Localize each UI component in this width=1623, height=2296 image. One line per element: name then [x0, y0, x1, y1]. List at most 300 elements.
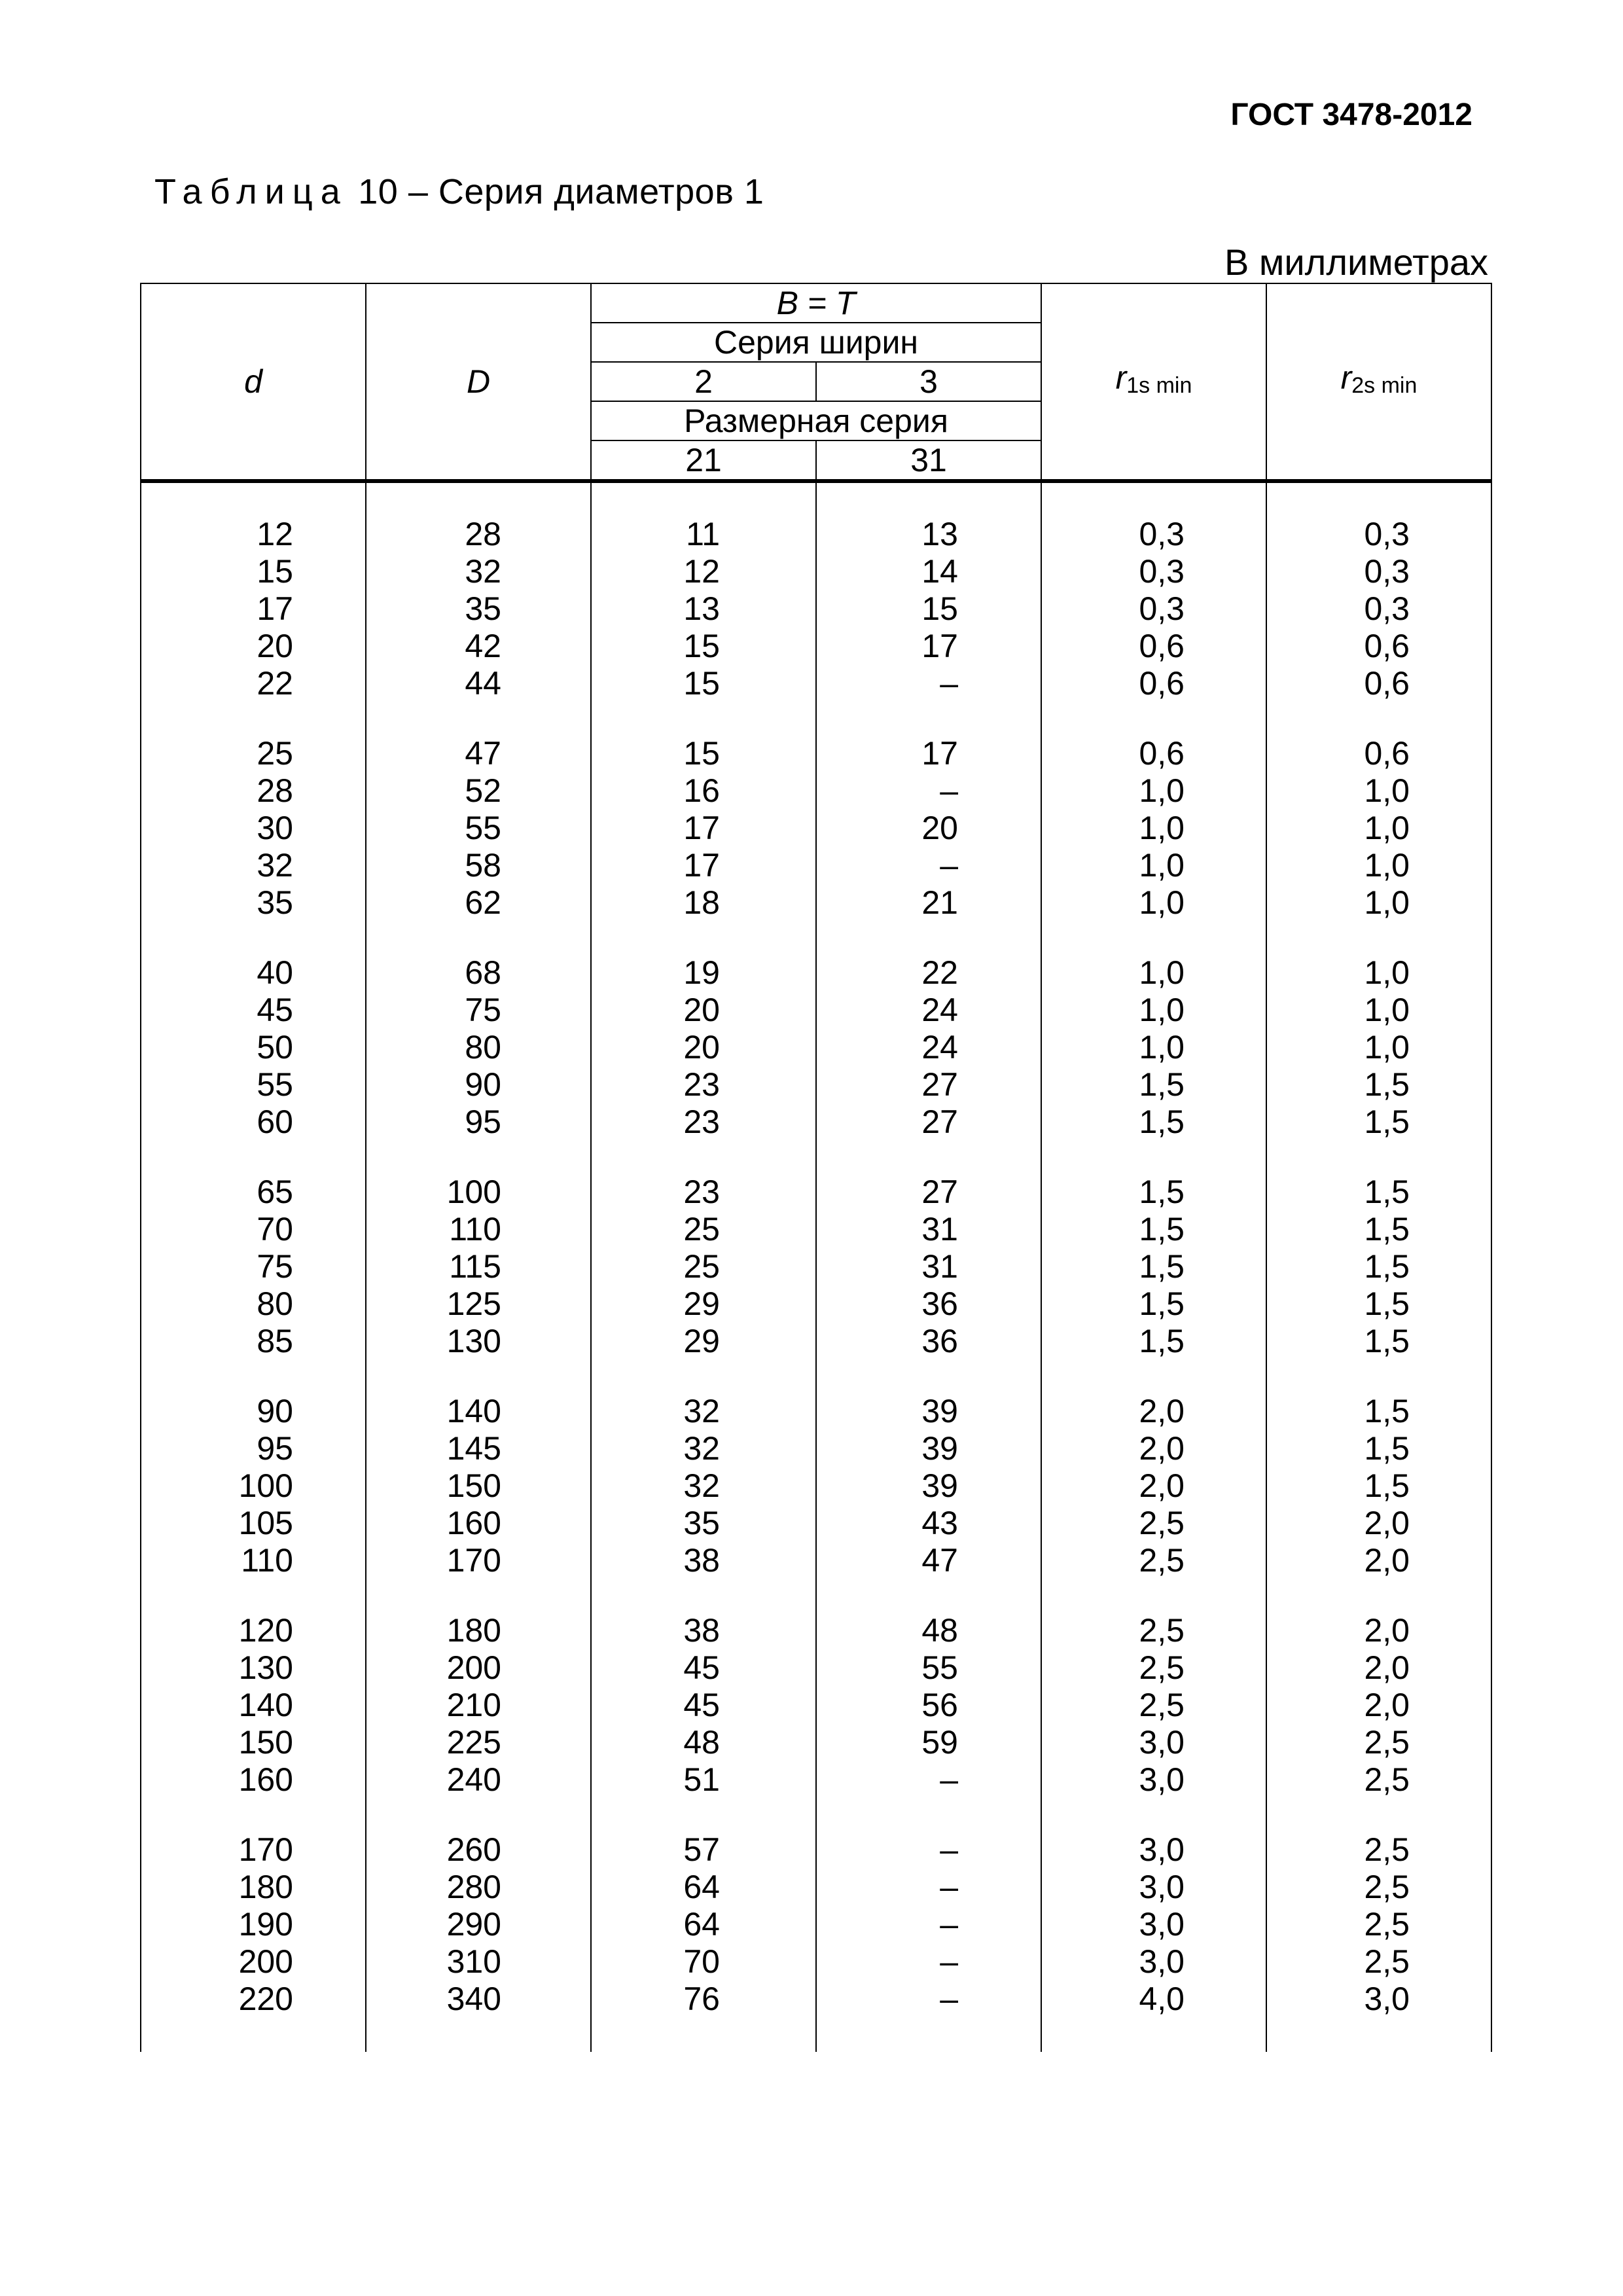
- cell-series-21: 70: [591, 1943, 816, 1981]
- table-row: [141, 1906, 1491, 1943]
- table-row: [141, 1981, 1491, 2018]
- cell-series-21: 15: [591, 665, 816, 702]
- table-row: [141, 1542, 1491, 1579]
- cell-series-31: –: [816, 665, 1041, 702]
- empty-cell: [141, 2018, 366, 2052]
- group-gap: [141, 922, 1491, 954]
- empty-cell: [1266, 702, 1491, 735]
- cell-D: 115: [366, 1248, 591, 1285]
- cell-d: 40: [141, 954, 366, 992]
- table-row: [141, 735, 1491, 772]
- cell-d: 15: [141, 553, 366, 590]
- cell-series-21: 48: [591, 1724, 816, 1761]
- cell-r1s-min: 1,5: [1041, 1066, 1266, 1103]
- table-row: [141, 628, 1491, 665]
- cell-D: 170: [366, 1542, 591, 1579]
- cell-r2s-min: 2,0: [1266, 1649, 1491, 1687]
- cell-series-21: 35: [591, 1505, 816, 1542]
- cell-series-21: 18: [591, 884, 816, 922]
- empty-cell: [591, 2018, 816, 2052]
- cell-r2s-min: 2,5: [1266, 1724, 1491, 1761]
- header-width-2: 2: [591, 362, 816, 401]
- bearing-dimensions-table: [140, 283, 1492, 2052]
- cell-r2s-min: 2,5: [1266, 1831, 1491, 1869]
- cell-r1s-min: 0,6: [1041, 665, 1266, 702]
- cell-D: 62: [366, 884, 591, 922]
- cell-series-31: 36: [816, 1323, 1041, 1360]
- cell-r2s-min: 2,5: [1266, 1943, 1491, 1981]
- cell-r2s-min: 1,5: [1266, 1211, 1491, 1248]
- empty-cell: [366, 2018, 591, 2052]
- table-row: [141, 1869, 1491, 1906]
- empty-cell: [366, 481, 591, 516]
- cell-D: 310: [366, 1943, 591, 1981]
- cell-r2s-min: 2,5: [1266, 1906, 1491, 1943]
- document-code: ГОСТ 3478-2012: [1230, 98, 1472, 132]
- cell-r1s-min: 1,5: [1041, 1248, 1266, 1285]
- cell-r2s-min: 2,0: [1266, 1687, 1491, 1724]
- cell-d: 70: [141, 1211, 366, 1248]
- cell-d: 220: [141, 1981, 366, 2018]
- table-row: [141, 1323, 1491, 1360]
- cell-D: 290: [366, 1906, 591, 1943]
- cell-series-31: 27: [816, 1103, 1041, 1141]
- cell-series-21: 17: [591, 810, 816, 847]
- empty-cell: [1266, 1579, 1491, 1612]
- empty-cell: [141, 481, 366, 516]
- group-gap: [141, 702, 1491, 735]
- group-gap: [141, 1579, 1491, 1612]
- cell-r1s-min: 1,0: [1041, 847, 1266, 884]
- cell-d: 17: [141, 590, 366, 628]
- empty-cell: [1041, 2018, 1266, 2052]
- cell-D: 110: [366, 1211, 591, 1248]
- empty-cell: [141, 922, 366, 954]
- cell-r2s-min: 1,5: [1266, 1323, 1491, 1360]
- empty-cell: [816, 2018, 1041, 2052]
- empty-cell: [366, 1141, 591, 1174]
- cell-r1s-min: 0,3: [1041, 553, 1266, 590]
- cell-series-31: 22: [816, 954, 1041, 992]
- cell-series-31: –: [816, 772, 1041, 810]
- header-r1s-main: r: [1115, 359, 1127, 396]
- cell-series-21: 11: [591, 516, 816, 553]
- table-row: [141, 1066, 1491, 1103]
- table-row: [141, 553, 1491, 590]
- cell-series-31: 59: [816, 1724, 1041, 1761]
- empty-cell: [816, 1579, 1041, 1612]
- cell-series-31: –: [816, 1906, 1041, 1943]
- empty-cell: [1041, 702, 1266, 735]
- empty-cell: [591, 702, 816, 735]
- table-row: [141, 1103, 1491, 1141]
- cell-series-31: –: [816, 1869, 1041, 1906]
- cell-series-21: 19: [591, 954, 816, 992]
- cell-r1s-min: 2,5: [1041, 1612, 1266, 1649]
- cell-D: 280: [366, 1869, 591, 1906]
- cell-series-31: –: [816, 1761, 1041, 1799]
- table-row: [141, 1724, 1491, 1761]
- cell-d: 110: [141, 1542, 366, 1579]
- cell-series-21: 45: [591, 1687, 816, 1724]
- table-row: [141, 1505, 1491, 1542]
- empty-cell: [816, 1141, 1041, 1174]
- cell-r1s-min: 3,0: [1041, 1724, 1266, 1761]
- cell-series-31: 20: [816, 810, 1041, 847]
- table-row: [141, 954, 1491, 992]
- units-note: В миллиметрах: [1224, 242, 1488, 283]
- cell-series-31: 27: [816, 1174, 1041, 1211]
- cell-series-31: 17: [816, 735, 1041, 772]
- empty-cell: [1041, 1579, 1266, 1612]
- header-series-21: 21: [591, 440, 816, 481]
- cell-D: 90: [366, 1066, 591, 1103]
- cell-series-31: –: [816, 1831, 1041, 1869]
- cell-d: 25: [141, 735, 366, 772]
- table-row: [141, 1943, 1491, 1981]
- cell-d: 75: [141, 1248, 366, 1285]
- cell-d: 95: [141, 1430, 366, 1467]
- cell-D: 340: [366, 1981, 591, 2018]
- cell-r2s-min: 1,0: [1266, 992, 1491, 1029]
- cell-series-21: 38: [591, 1612, 816, 1649]
- cell-series-31: 47: [816, 1542, 1041, 1579]
- cell-D: 35: [366, 590, 591, 628]
- cell-D: 200: [366, 1649, 591, 1687]
- table-row: [141, 665, 1491, 702]
- empty-cell: [1041, 922, 1266, 954]
- body-bottom-spacer: [141, 2018, 1491, 2052]
- cell-d: 90: [141, 1393, 366, 1430]
- cell-r2s-min: 0,6: [1266, 665, 1491, 702]
- cell-r2s-min: 2,0: [1266, 1505, 1491, 1542]
- empty-cell: [816, 1360, 1041, 1393]
- cell-series-31: 48: [816, 1612, 1041, 1649]
- empty-cell: [591, 1799, 816, 1831]
- empty-cell: [1266, 922, 1491, 954]
- table-row: [141, 1467, 1491, 1505]
- cell-series-21: 64: [591, 1869, 816, 1906]
- table-row: [141, 1211, 1491, 1248]
- cell-D: 55: [366, 810, 591, 847]
- group-gap: [141, 1360, 1491, 1393]
- header-series-31: 31: [816, 440, 1041, 481]
- empty-cell: [591, 1360, 816, 1393]
- group-gap: [141, 1799, 1491, 1831]
- cell-D: 125: [366, 1285, 591, 1323]
- cell-series-21: 15: [591, 628, 816, 665]
- cell-r1s-min: 3,0: [1041, 1869, 1266, 1906]
- cell-r1s-min: 1,0: [1041, 1029, 1266, 1066]
- cell-series-21: 76: [591, 1981, 816, 2018]
- cell-r2s-min: 1,5: [1266, 1285, 1491, 1323]
- cell-D: 95: [366, 1103, 591, 1141]
- cell-series-31: 24: [816, 1029, 1041, 1066]
- table-row: [141, 1612, 1491, 1649]
- empty-cell: [366, 702, 591, 735]
- cell-r2s-min: 0,6: [1266, 735, 1491, 772]
- cell-series-21: 12: [591, 553, 816, 590]
- empty-cell: [1041, 1799, 1266, 1831]
- cell-r1s-min: 2,5: [1041, 1649, 1266, 1687]
- header-D: D: [366, 283, 591, 481]
- cell-series-31: 21: [816, 884, 1041, 922]
- cell-d: 130: [141, 1649, 366, 1687]
- header-r1s-sub: 1s min: [1126, 373, 1192, 398]
- empty-cell: [366, 922, 591, 954]
- table-row: [141, 884, 1491, 922]
- cell-r2s-min: 1,5: [1266, 1467, 1491, 1505]
- cell-D: 32: [366, 553, 591, 590]
- cell-series-21: 13: [591, 590, 816, 628]
- empty-cell: [1266, 1360, 1491, 1393]
- cell-series-21: 32: [591, 1393, 816, 1430]
- empty-cell: [591, 922, 816, 954]
- table-row: [141, 1174, 1491, 1211]
- cell-series-31: 14: [816, 553, 1041, 590]
- cell-r1s-min: 1,0: [1041, 884, 1266, 922]
- cell-d: 50: [141, 1029, 366, 1066]
- cell-series-21: 23: [591, 1103, 816, 1141]
- header-width-series: Серия ширин: [591, 323, 1041, 362]
- cell-d: 30: [141, 810, 366, 847]
- cell-D: 160: [366, 1505, 591, 1542]
- empty-cell: [1041, 1360, 1266, 1393]
- cell-series-31: 39: [816, 1393, 1041, 1430]
- cell-series-21: 64: [591, 1906, 816, 1943]
- table-row: [141, 810, 1491, 847]
- cell-d: 20: [141, 628, 366, 665]
- cell-d: 12: [141, 516, 366, 553]
- empty-cell: [141, 702, 366, 735]
- cell-series-21: 20: [591, 992, 816, 1029]
- empty-cell: [366, 1799, 591, 1831]
- cell-series-31: 27: [816, 1066, 1041, 1103]
- empty-cell: [1266, 1141, 1491, 1174]
- cell-D: 44: [366, 665, 591, 702]
- cell-r2s-min: 1,0: [1266, 810, 1491, 847]
- table-row: [141, 1029, 1491, 1066]
- cell-d: 160: [141, 1761, 366, 1799]
- cell-r1s-min: 1,5: [1041, 1323, 1266, 1360]
- cell-r2s-min: 1,0: [1266, 884, 1491, 922]
- header-r2s-main: r: [1340, 359, 1352, 396]
- cell-series-31: 31: [816, 1248, 1041, 1285]
- cell-series-31: –: [816, 1981, 1041, 2018]
- cell-r1s-min: 0,6: [1041, 735, 1266, 772]
- cell-D: 58: [366, 847, 591, 884]
- cell-d: 32: [141, 847, 366, 884]
- cell-d: 22: [141, 665, 366, 702]
- table-row: [141, 1831, 1491, 1869]
- cell-series-31: 56: [816, 1687, 1041, 1724]
- table-title: [154, 171, 764, 212]
- cell-d: 35: [141, 884, 366, 922]
- cell-series-21: 15: [591, 735, 816, 772]
- cell-r2s-min: 1,5: [1266, 1248, 1491, 1285]
- cell-r2s-min: 1,0: [1266, 772, 1491, 810]
- cell-r1s-min: 4,0: [1041, 1981, 1266, 2018]
- cell-d: 190: [141, 1906, 366, 1943]
- table-row: [141, 1430, 1491, 1467]
- cell-series-31: 55: [816, 1649, 1041, 1687]
- cell-D: 145: [366, 1430, 591, 1467]
- cell-r1s-min: 0,6: [1041, 628, 1266, 665]
- cell-r1s-min: 3,0: [1041, 1831, 1266, 1869]
- cell-r1s-min: 1,0: [1041, 772, 1266, 810]
- cell-series-31: –: [816, 1943, 1041, 1981]
- cell-D: 260: [366, 1831, 591, 1869]
- cell-D: 225: [366, 1724, 591, 1761]
- cell-r1s-min: 1,5: [1041, 1285, 1266, 1323]
- empty-cell: [816, 702, 1041, 735]
- cell-d: 100: [141, 1467, 366, 1505]
- empty-cell: [1266, 481, 1491, 516]
- cell-D: 130: [366, 1323, 591, 1360]
- empty-cell: [141, 1141, 366, 1174]
- cell-r2s-min: 1,0: [1266, 847, 1491, 884]
- cell-r1s-min: 3,0: [1041, 1906, 1266, 1943]
- cell-series-21: 25: [591, 1211, 816, 1248]
- cell-r1s-min: 2,5: [1041, 1687, 1266, 1724]
- cell-r1s-min: 2,5: [1041, 1542, 1266, 1579]
- header-dimension-series: Размерная серия: [591, 401, 1041, 440]
- cell-r2s-min: 1,5: [1266, 1066, 1491, 1103]
- empty-cell: [816, 1799, 1041, 1831]
- cell-D: 42: [366, 628, 591, 665]
- cell-r2s-min: 1,5: [1266, 1103, 1491, 1141]
- group-gap: [141, 1141, 1491, 1174]
- cell-series-31: 17: [816, 628, 1041, 665]
- cell-series-31: 36: [816, 1285, 1041, 1323]
- cell-series-21: 29: [591, 1323, 816, 1360]
- cell-series-31: 24: [816, 992, 1041, 1029]
- table-row: [141, 590, 1491, 628]
- cell-series-21: 29: [591, 1285, 816, 1323]
- empty-cell: [366, 1360, 591, 1393]
- empty-cell: [141, 1360, 366, 1393]
- table-row: [141, 772, 1491, 810]
- header-r2s-min: [1266, 283, 1491, 481]
- cell-D: 28: [366, 516, 591, 553]
- empty-cell: [1266, 2018, 1491, 2052]
- cell-d: 150: [141, 1724, 366, 1761]
- cell-d: 65: [141, 1174, 366, 1211]
- table-row: [141, 1248, 1491, 1285]
- cell-r1s-min: 2,5: [1041, 1505, 1266, 1542]
- cell-D: 140: [366, 1393, 591, 1430]
- cell-series-21: 23: [591, 1066, 816, 1103]
- table-row: [141, 516, 1491, 553]
- cell-r2s-min: 2,5: [1266, 1761, 1491, 1799]
- cell-D: 180: [366, 1612, 591, 1649]
- header-d: d: [141, 283, 366, 481]
- cell-series-31: 39: [816, 1467, 1041, 1505]
- cell-d: 105: [141, 1505, 366, 1542]
- cell-r2s-min: 1,5: [1266, 1393, 1491, 1430]
- cell-r2s-min: 1,0: [1266, 1029, 1491, 1066]
- table-title-text: 10 – Серия диаметров 1: [358, 172, 764, 211]
- cell-series-31: 43: [816, 1505, 1041, 1542]
- cell-D: 68: [366, 954, 591, 992]
- cell-r1s-min: 1,0: [1041, 810, 1266, 847]
- cell-d: 120: [141, 1612, 366, 1649]
- cell-r2s-min: 0,6: [1266, 628, 1491, 665]
- cell-d: 180: [141, 1869, 366, 1906]
- cell-series-21: 38: [591, 1542, 816, 1579]
- table-title-label: Таблица: [154, 172, 348, 211]
- cell-series-21: 16: [591, 772, 816, 810]
- cell-r1s-min: 0,3: [1041, 516, 1266, 553]
- cell-r1s-min: 1,0: [1041, 992, 1266, 1029]
- cell-series-31: 13: [816, 516, 1041, 553]
- empty-cell: [141, 1799, 366, 1831]
- cell-r2s-min: 1,5: [1266, 1174, 1491, 1211]
- cell-r1s-min: 0,3: [1041, 590, 1266, 628]
- empty-cell: [141, 1579, 366, 1612]
- cell-series-21: 25: [591, 1248, 816, 1285]
- cell-series-31: 15: [816, 590, 1041, 628]
- cell-r1s-min: 3,0: [1041, 1943, 1266, 1981]
- cell-r1s-min: 1,5: [1041, 1174, 1266, 1211]
- cell-D: 47: [366, 735, 591, 772]
- header-r2s-sub: 2s min: [1351, 373, 1418, 398]
- cell-r1s-min: 3,0: [1041, 1761, 1266, 1799]
- cell-D: 150: [366, 1467, 591, 1505]
- cell-d: 200: [141, 1943, 366, 1981]
- empty-cell: [366, 1579, 591, 1612]
- cell-r2s-min: 2,0: [1266, 1542, 1491, 1579]
- empty-cell: [1041, 481, 1266, 516]
- cell-r2s-min: 0,3: [1266, 590, 1491, 628]
- cell-r1s-min: 1,5: [1041, 1211, 1266, 1248]
- cell-D: 80: [366, 1029, 591, 1066]
- cell-r1s-min: 1,5: [1041, 1103, 1266, 1141]
- table-row: [141, 992, 1491, 1029]
- cell-r1s-min: 2,0: [1041, 1430, 1266, 1467]
- cell-r2s-min: 2,0: [1266, 1612, 1491, 1649]
- cell-d: 140: [141, 1687, 366, 1724]
- empty-cell: [591, 481, 816, 516]
- table-row: [141, 1285, 1491, 1323]
- table-row: [141, 1687, 1491, 1724]
- cell-d: 60: [141, 1103, 366, 1141]
- cell-series-21: 32: [591, 1467, 816, 1505]
- cell-series-21: 51: [591, 1761, 816, 1799]
- cell-D: 75: [366, 992, 591, 1029]
- cell-series-31: –: [816, 847, 1041, 884]
- table-row: [141, 1393, 1491, 1430]
- cell-D: 210: [366, 1687, 591, 1724]
- cell-r2s-min: 2,5: [1266, 1869, 1491, 1906]
- table-header: [141, 283, 1491, 481]
- cell-d: 170: [141, 1831, 366, 1869]
- cell-r1s-min: 2,0: [1041, 1393, 1266, 1430]
- cell-series-21: 45: [591, 1649, 816, 1687]
- table-row: [141, 847, 1491, 884]
- cell-d: 80: [141, 1285, 366, 1323]
- empty-cell: [1041, 1141, 1266, 1174]
- empty-cell: [816, 922, 1041, 954]
- empty-cell: [1266, 1799, 1491, 1831]
- cell-r2s-min: 0,3: [1266, 516, 1491, 553]
- cell-series-21: 57: [591, 1831, 816, 1869]
- header-b-equals-t: B = T: [591, 283, 1041, 323]
- empty-cell: [816, 481, 1041, 516]
- cell-d: 45: [141, 992, 366, 1029]
- table-row: [141, 1649, 1491, 1687]
- cell-series-21: 32: [591, 1430, 816, 1467]
